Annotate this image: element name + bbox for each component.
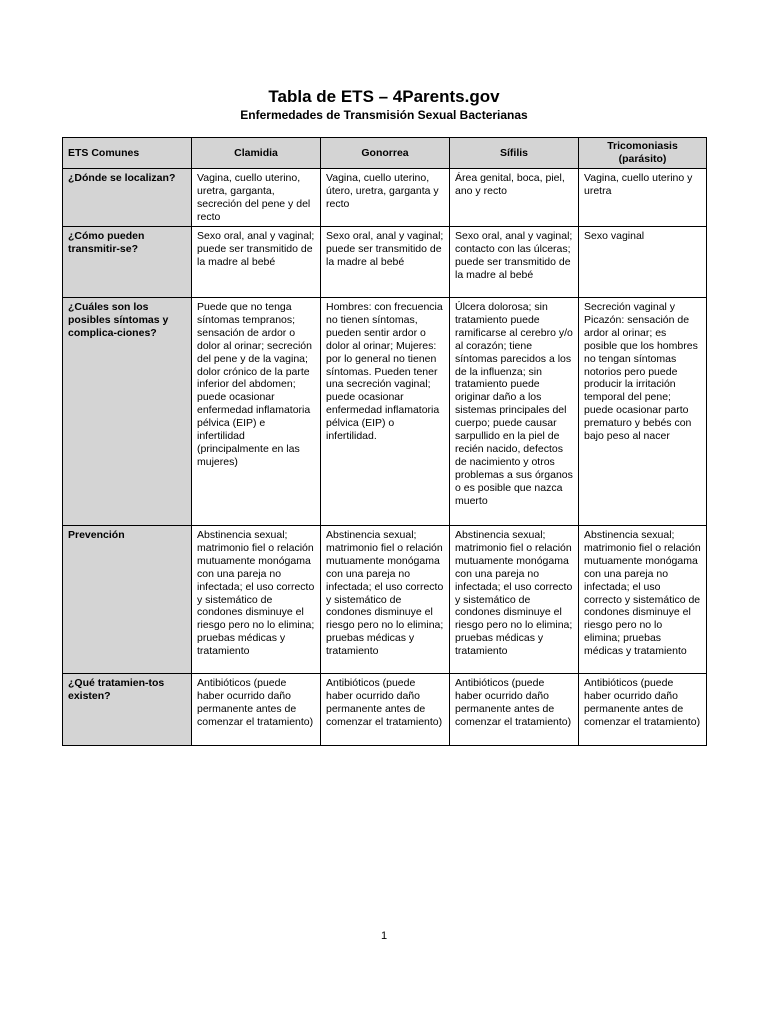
table-cell: Sexo oral, anal y vaginal; puede ser transmitido de la madre al bebé: [192, 227, 321, 298]
table-cell: Vagina, cuello uterino, útero, uretra, garganta y recto: [321, 169, 450, 227]
table-cell: Sexo oral, anal y vaginal; contacto con las úlceras; puede ser transmitido de la madre al bebé: [450, 227, 579, 298]
table-cell: Área genital, boca, piel, ano y recto: [450, 169, 579, 227]
table-cell: Abstinencia sexual; matrimonio fiel o relación mutuamente monógama con una pareja no infectada; el uso correcto y sistemático de condones disminuye el riesgo pero no lo elimina; pruebas médicas y tratamiento: [579, 526, 707, 674]
table-cell: Hombres: con frecuencia no tienen síntomas, pueden sentir ardor o dolor al orinar; Mujeres: por lo general no tienen síntomas. Pueden tener una secreción vaginal; puede ocasionar enfermedad inflamatoria pélvica (EIP) o infertilidad.: [321, 298, 450, 526]
table-cell: Antibióticos (puede haber ocurrido daño permanente antes de comenzar el tratamiento): [192, 674, 321, 746]
table-row: [63, 169, 707, 227]
column-header-clamidia: Clamidia: [192, 138, 321, 169]
row-header-prevencion: Prevención: [63, 526, 192, 674]
table-cell: Úlcera dolorosa; sin tratamiento puede ramificarse al cerebro y/o al corazón; tiene síntomas parecidos a los de la influenza; sin tratamiento puede originar daño a los sistemas principales del cuerpo; puede causar sarpullido en la piel de recién nacido, defectos de nacimiento y otros problemas a sus órganos o es posible que nazca muerto: [450, 298, 579, 526]
table-row: [63, 526, 707, 674]
table-cell: Sexo oral, anal y vaginal; puede ser transmitido de la madre al bebé: [321, 227, 450, 298]
table-row: [63, 227, 707, 298]
row-header-sintomas: ¿Cuáles son los posibles síntomas y complica-ciones?: [63, 298, 192, 526]
column-header-tricomoniasis: Tricomoniasis (parásito): [579, 138, 707, 169]
table-row: [63, 298, 707, 526]
page-number: 1: [380, 930, 388, 942]
document-subtitle: Enfermedades de Transmisión Sexual Bacterianas: [240, 108, 528, 122]
table-cell: Abstinencia sexual; matrimonio fiel o relación mutuamente monógama con una pareja no infectada; el uso correcto y sistemático de condones disminuye el riesgo pero no lo elimina; pruebas médicas y tratamiento: [450, 526, 579, 674]
row-header-tratamientos: ¿Qué tratamien-tos existen?: [63, 674, 192, 746]
table-header-row: [63, 138, 707, 169]
column-header-sifilis: Sífilis: [450, 138, 579, 169]
table-cell: Abstinencia sexual; matrimonio fiel o relación mutuamente monógama con una pareja no infectada; el uso correcto y sistemático de condones disminuye el riesgo pero no lo elimina; pruebas médicas y tratamiento: [321, 526, 450, 674]
std-table: [62, 137, 707, 746]
table-cell: Puede que no tenga síntomas tempranos; sensación de ardor o dolor al orinar; secreción del pene y de la vagina; dolor crónico de la parte inferior del abdomen; puede ocasionar enfermedad inflamatoria pélvica (EIP) e infertilidad (principalmente en las mujeres): [192, 298, 321, 526]
table-cell: Antibióticos (puede haber ocurrido daño permanente antes de comenzar el tratamiento): [450, 674, 579, 746]
table-row: [63, 674, 707, 746]
table-cell: Vagina, cuello uterino y uretra: [579, 169, 707, 227]
table-cell: Antibióticos (puede haber ocurrido daño permanente antes de comenzar el tratamiento): [321, 674, 450, 746]
document-title: Tabla de ETS – 4Parents.gov: [268, 87, 500, 106]
column-header-ets-comunes: ETS Comunes: [63, 138, 192, 169]
row-header-donde: ¿Dónde se localizan?: [63, 169, 192, 227]
table-cell: Vagina, cuello uterino, uretra, garganta, secreción del pene y del recto: [192, 169, 321, 227]
row-header-como: ¿Cómo pueden transmitir-se?: [63, 227, 192, 298]
table-cell: Abstinencia sexual; matrimonio fiel o relación mutuamente monógama con una pareja no infectada; el uso correcto y sistemático de condones disminuye el riesgo pero no lo elimina; pruebas médicas y tratamiento: [192, 526, 321, 674]
table-cell: Antibióticos (puede haber ocurrido daño permanente antes de comenzar el tratamiento): [579, 674, 707, 746]
column-header-gonorrea: Gonorrea: [321, 138, 450, 169]
table-cell: Secreción vaginal y Picazón: sensación de ardor al orinar; es posible que los hombres no tengan síntomas notorios pero puede producir la irritación temporal del pene; puede ocasionar parto prematuro y bebés con bajo peso al nacer: [579, 298, 707, 526]
table-cell: Sexo vaginal: [579, 227, 707, 298]
